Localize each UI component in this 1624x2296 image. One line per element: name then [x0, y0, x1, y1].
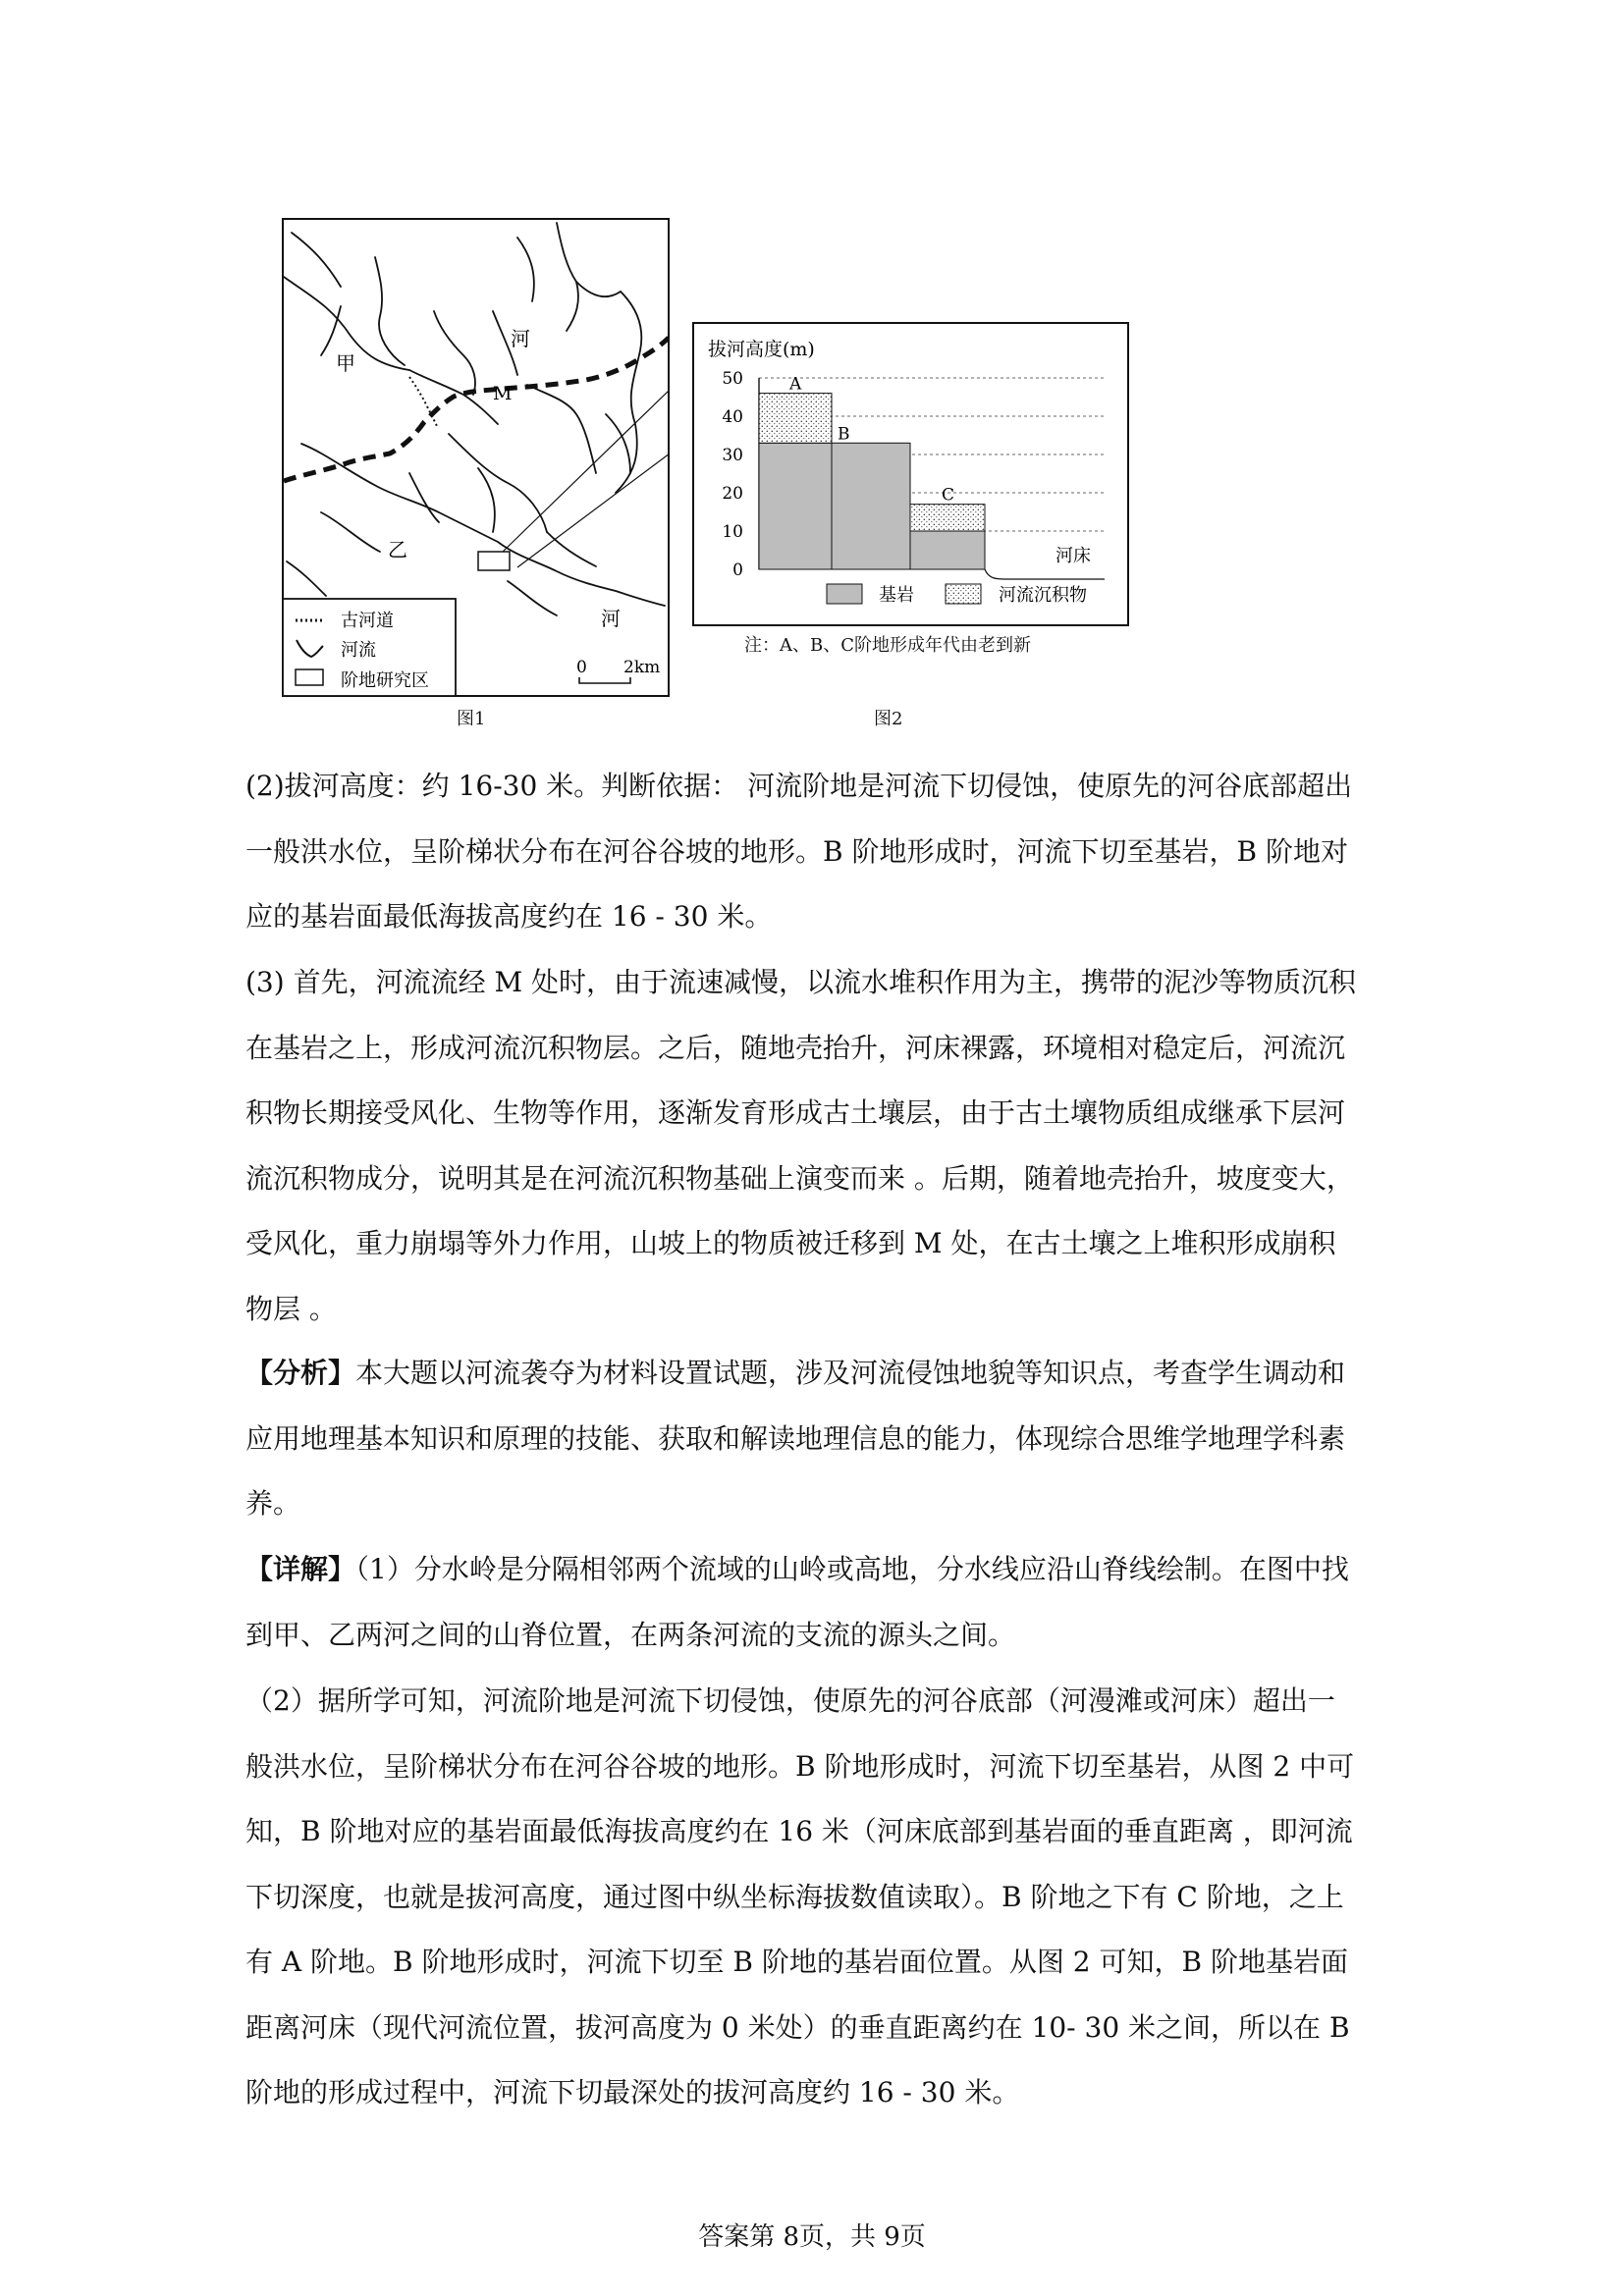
riverbed-label: 河床: [1056, 546, 1091, 566]
text-line: 积物长期接受风化、生物等作用，逐渐发育形成古土壤层，由于古土壤物质组成继承下层河: [245, 1096, 1346, 1129]
text-line: 距离河床（现代河流位置，拔河高度为 0 米处）的垂直距离约在 10- 30 米之间，所以在 B: [245, 2010, 1350, 2044]
y-tick-label: 40: [722, 407, 743, 427]
text-line: 受风化，重力崩塌等外力作用，山坡上的物质被迁移到 M 处，在古土壤之上堆积形成崩积: [245, 1227, 1336, 1259]
label-he-top: 河: [511, 327, 530, 350]
y-tick-label: 0: [732, 561, 743, 580]
bar-bedrock-C: [910, 531, 985, 569]
paragraph-q3-answer: [245, 950, 1384, 1342]
text-line: 般洪水位，呈阶梯状分布在河谷谷坡的地形。B 阶地形成时，河流下切至基岩，从图 2 中可: [245, 1749, 1355, 1783]
detail-label: 【详解】: [245, 1553, 356, 1585]
text-line: 在基岩之上，形成河流沉积物层。之后，随地壳抬升，河床裸露，环境相对稳定后，河流沉: [245, 1031, 1346, 1064]
text-line: （2）据所学可知，河流阶地是河流下切侵蚀，使原先的河谷底部（河漫滩或河床）超出一: [245, 1684, 1335, 1717]
figure2-terrace-chart: [692, 322, 1129, 626]
text-line: 应的基岩面最低海拔高度约在 16 - 30 米。: [245, 900, 773, 933]
terrace-label-A: A: [789, 374, 802, 395]
analysis-label: 【分析】: [245, 1357, 356, 1389]
label-he-bottom: 河: [601, 607, 621, 630]
terrace-label-B: B: [838, 424, 850, 445]
figure2-note: 注：A、B、C阶地形成年代由老到新: [744, 635, 1031, 656]
y-tick-label: 50: [722, 369, 743, 389]
map-legend: [283, 599, 456, 696]
legend-bedrock: 基岩: [879, 585, 914, 606]
figure1-map: [282, 218, 670, 697]
text-line: 物层 。: [245, 1292, 337, 1325]
terrace-study-area-box: [478, 552, 510, 570]
y-tick-label: 10: [722, 522, 743, 542]
text-line: 到甲、乙两河之间的山脊位置，在两条河流的支流的源头之间。: [245, 1618, 1016, 1651]
text-line: 应用地理基本知识和原理的技能、获取和解读地理信息的能力，体现综合思维学地理学科素: [245, 1421, 1346, 1455]
text-line: 一般洪水位，呈阶梯状分布在河谷谷坡的地形。B 阶地形成时，河流下切至基岩，B 阶地对: [245, 834, 1348, 868]
svg-text:0: 0: [576, 658, 587, 677]
legend-old-channel: 古河道: [341, 611, 394, 631]
bar-sediment-C: [910, 505, 985, 531]
text-line: 养。: [245, 1487, 301, 1520]
y-tick-label: 30: [722, 446, 743, 465]
page-footer: 答案第 8页，共 9页: [698, 2222, 926, 2252]
paragraph-q2-answer: [245, 754, 1384, 950]
terrace-label-C: C: [942, 485, 955, 506]
legend-terrace-area: 阶地研究区: [341, 670, 429, 691]
paragraph-analysis: [245, 1341, 1384, 1537]
paragraph-detail: [245, 1537, 1384, 1668]
y-axis-label: 拔河高度(m): [708, 339, 815, 360]
text-line: (2)拔河高度：约 16-30 米。判断依据： 河流阶地是河流下切侵蚀，使原先的河谷底部超出: [245, 770, 1353, 802]
label-yi: 乙: [388, 538, 407, 561]
text-line: 阶地的形成过程中，河流下切最深处的拔河高度约 16 - 30 米。: [245, 2076, 1020, 2109]
text-line: 流沉积物成分，说明其是在河流沉积物基础上演变而来 。后期，随着地壳抬升，坡度变大，: [245, 1161, 1354, 1195]
bedrock-swatch: [827, 584, 862, 604]
text-line: 有 A 阶地。B 阶地形成时，河流下切至 B 阶地的基岩面位置。从图 2 可知，B 阶地基岩面: [245, 1946, 1348, 1978]
legend-sediment: 河流沉积物: [999, 585, 1087, 606]
text-line: 知，B 阶地对应的基岩面最低海拔高度约在 16 米（河床底部到基岩面的垂直距离 ，即河流: [245, 1815, 1353, 1847]
figure2-caption: 图2: [874, 709, 903, 729]
label-jia: 甲: [336, 351, 355, 375]
text-line: 【详解】（1）分水岭是分隔相邻两个流域的山岭或高地，分水线应沿山脊线绘制。在图中找: [245, 1553, 1349, 1585]
terrace-area-symbol: [296, 669, 323, 685]
bar-sediment-A: [759, 394, 832, 444]
bar-bedrock-B: [832, 443, 910, 569]
sediment-swatch: [946, 584, 981, 604]
text-line: (3) 首先，河流流经 M 处时，由于流速减慢，以流水堆积作用为主，携带的泥沙等物质沉积: [245, 966, 1357, 998]
text-line: 下切深度，也就是拔河高度，通过图中纵坐标海拔数值读取）。B 阶地之下有 C 阶地，之上: [245, 1880, 1344, 1913]
y-tick-label: 20: [722, 484, 743, 504]
figure1-caption: 图1: [457, 709, 486, 729]
label-m: M: [493, 383, 513, 404]
legend-river: 河流: [341, 640, 376, 661]
paragraph-detail-q2: [245, 1669, 1384, 2126]
bar-bedrock-A: [759, 443, 832, 569]
text-line: 【分析】本大题以河流袭夺为材料设置试题，涉及河流侵蚀地貌等知识点，考查学生调动和: [245, 1357, 1346, 1389]
svg-text:2km: 2km: [623, 658, 661, 677]
